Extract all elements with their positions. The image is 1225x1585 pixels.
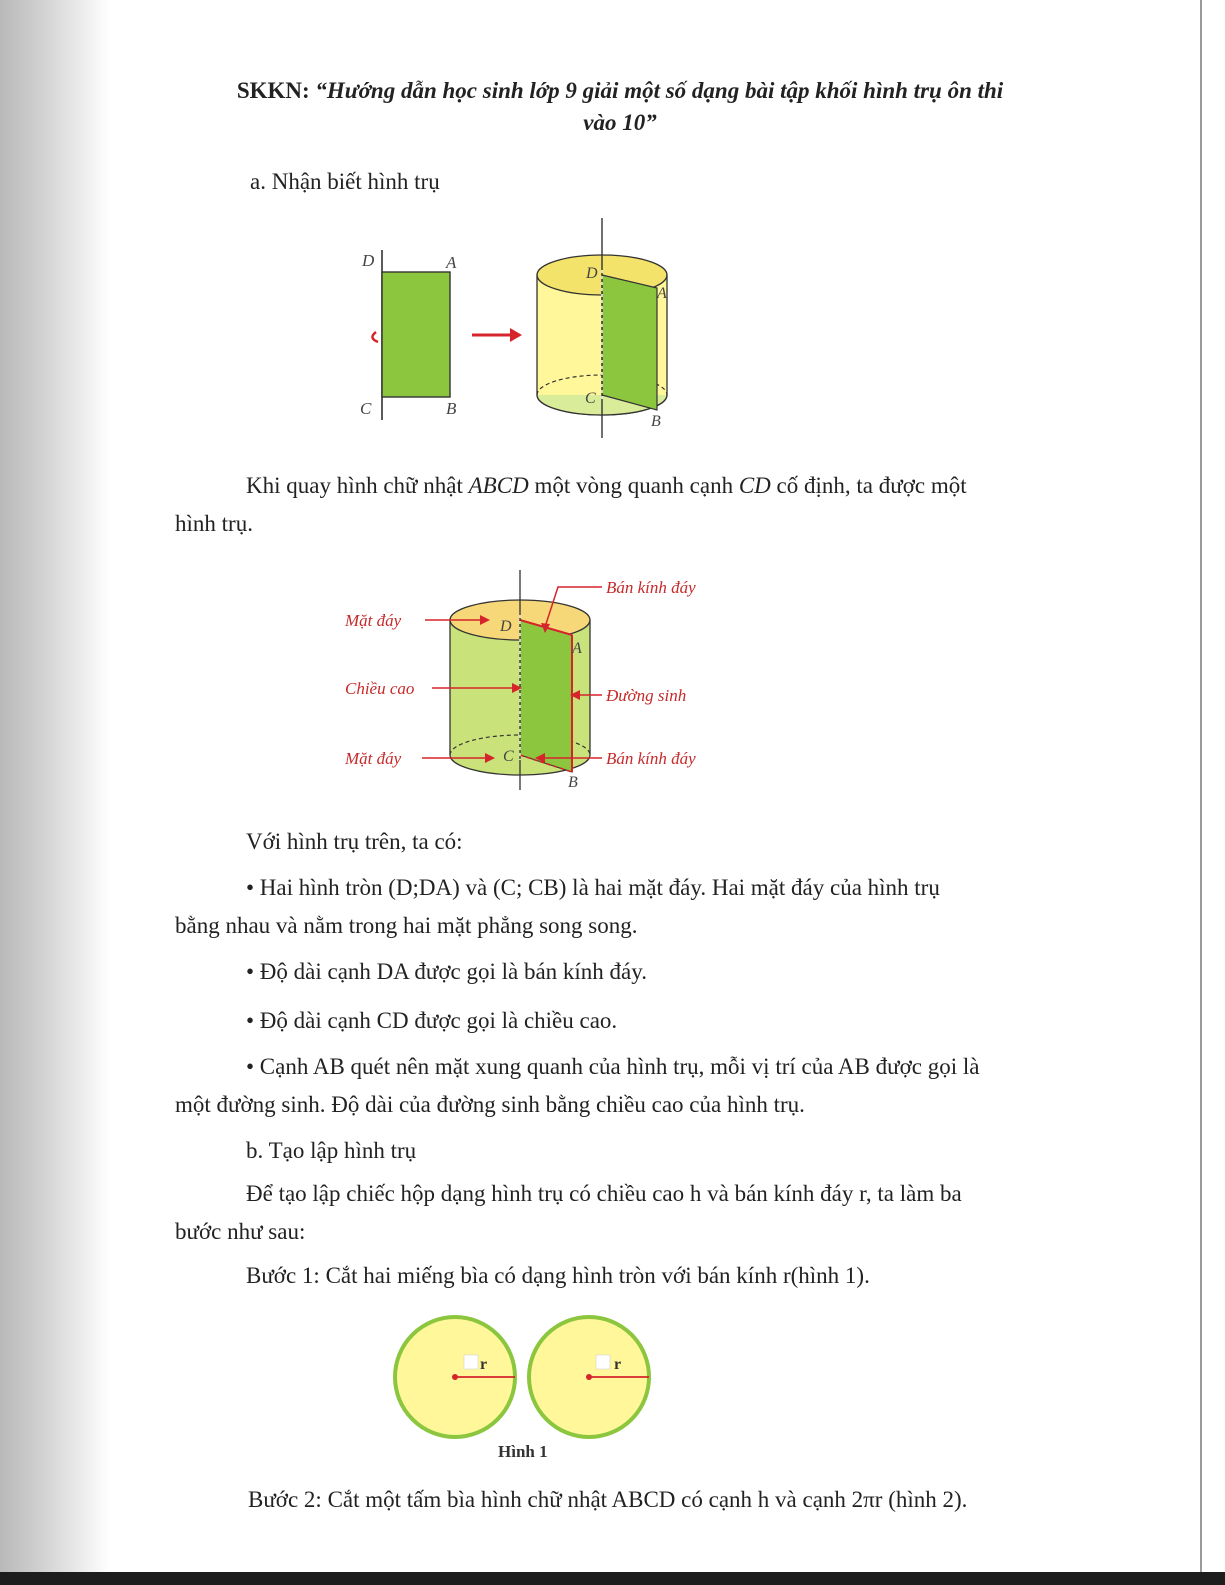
bullet-3: • Độ dài cạnh CD được gọi là chiều cao. [246,1008,618,1033]
header-title-cont: vào 10” [583,110,657,135]
fig1-label-B: B [446,399,457,418]
header-prefix: SKKN: [236,78,316,103]
fig2-label-B: B [568,774,578,791]
scan-shadow [0,0,110,1585]
header-title: “Hướng dẫn học sinh lớp 9 giải một số dạng bài tập khối hình trụ ôn thi [315,78,1004,103]
bullet-1-line2: bằng nhau và nằm trong hai mặt phẳng song song. [175,913,638,938]
section-a-heading: a. Nhận biết hình trụ [250,169,440,194]
fig1-label-C: C [360,399,372,418]
fig2-label-A: A [572,640,582,657]
section-b-intro-line2: bước như sau: [175,1219,306,1244]
page-header-line2 [180,108,1060,138]
label-duong-sinh: Đường sinh [606,686,687,705]
bullet-4-line2: một đường sinh. Độ dài của đường sinh bằng chiều cao của hình trụ. [175,1092,805,1117]
section-b-intro-line1: Để tạo lập chiếc hộp dạng hình trụ có chiều cao h và bán kính đáy r, ta làm ba [246,1181,962,1206]
bullet-4-line1: • Cạnh AB quét nên mặt xung quanh của hình trụ, mỗi vị trí của AB được gọi là [246,1054,980,1079]
figure3-caption: Hình 1 [498,1442,548,1461]
step-1: Bước 1: Cắt hai miếng bìa có dạng hình tròn với bán kính r(hình 1). [246,1263,870,1288]
fig1-cyl-label-C: C [585,390,596,407]
rotation-paragraph-line2: hình trụ. [175,511,253,536]
circle1-radius-label: r [480,1356,488,1373]
label-mat-day-top: Mặt đáy [345,611,402,630]
label-ban-kinh-day-bottom: Bán kính đáy [606,749,696,768]
fig2-label-D: D [500,618,512,635]
fig1-cyl-label-A: A [657,285,667,302]
figure-rectangle-to-cylinder [340,210,720,445]
step-2: Bước 2: Cắt một tấm bìa hình chữ nhật ABCD có cạnh h và cạnh 2πr (hình 2). [248,1487,968,1512]
bullet-1-line1: • Hai hình tròn (D;DA) và (C; CB) là hai mặt đáy. Hai mặt đáy của hình trụ [246,875,940,900]
fig1-label-D: D [362,251,375,270]
math-ABCD: ABCD [468,473,529,498]
figure-two-circles [392,1312,672,1467]
scan-edge-line [1200,0,1202,1585]
math-CD: CD [738,473,771,498]
scan-bottom-edge [0,1572,1225,1585]
label-chieu-cao: Chiều cao [345,679,415,698]
label-mat-day-bottom: Mặt đáy [345,749,402,768]
bullet-2: • Độ dài cạnh DA được gọi là bán kính đáy. [246,959,648,984]
fig1-label-A: A [446,253,457,272]
fig1-cyl-label-D: D [586,265,598,282]
fig1-cyl-label-B: B [651,413,661,430]
page-header-line1 [180,76,1060,106]
rotation-paragraph-line1 [246,472,967,500]
para-text-3: cố định, ta được một [770,473,967,498]
label-ban-kinh-day-top: Bán kính đáy [606,578,696,597]
figure-labeled-cylinder [340,565,740,795]
para-text-1: Khi quay hình chữ nhật [246,473,469,498]
properties-intro: Với hình trụ trên, ta có: [246,829,463,854]
para-text-2: một vòng quanh cạnh [528,473,739,498]
fig2-label-C: C [503,748,514,765]
section-b-heading: b. Tạo lập hình trụ [246,1138,417,1163]
circle2-radius-label: r [614,1356,622,1373]
